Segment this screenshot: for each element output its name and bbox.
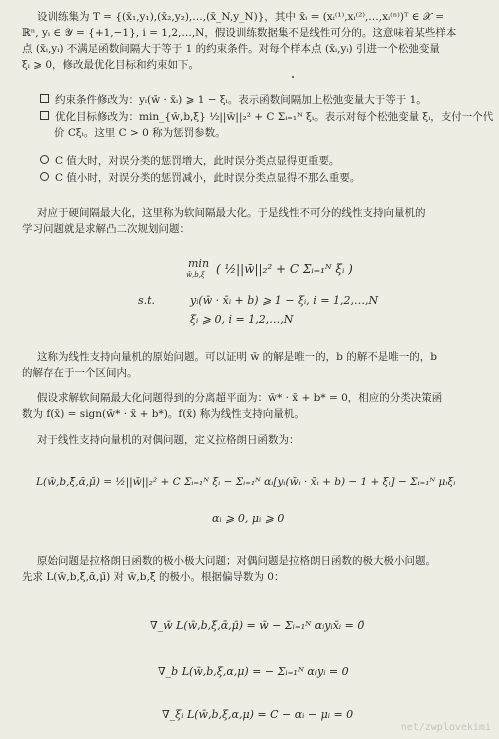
speck-mark [292, 76, 294, 78]
st-constraint-1: yᵢ(w̄ · x̄ᵢ + b) ⩾ 1 − ξᵢ, i = 1,2,…,N [190, 294, 379, 307]
gradient-w-equation: ∇_w̄ L(w̄,b,ξ̄,ᾱ,μ̄) = w̄ − Σᵢ₌₁ᴺ αᵢyᵢx̄ᵢ = 0̄ [150, 619, 365, 632]
watermark: net/zwplovekimi [400, 722, 491, 733]
soft-margin-line-2: 学习问题就是求解凸二次规划问题： [22, 223, 190, 235]
primal-line-2: 的解存在于一个区间内。 [22, 367, 138, 379]
bullet-objective: 优化目标修改为：min_{w̄,b,ξ} ½||w̄||₂² + C Σᵢ₌₁ᴺ ξᵢ。表示对每个松弛变量 ξᵢ，支付一个代 [40, 110, 493, 125]
gradient-b-equation: ∇_b L(w̄,b,ξ,α,μ) = − Σᵢ₌₁ᴺ αᵢyᵢ = 0 [158, 665, 349, 678]
st-constraint-2: ξᵢ ⩾ 0, i = 1,2,…,N [190, 313, 294, 326]
lagrangian-equation: L(w̄,b,ξ̄,ᾱ,μ̄) = ½||w̄||₂² + C Σᵢ₌₁ᴺ ξᵢ − Σᵢ₌₁ᴺ αᵢ[yᵢ(w̄ᵢ · x̄ᵢ + b) − 1 + ξᵢ] − Σᵢ₌₁ᴺ μᵢξᵢ [36, 476, 456, 488]
sub-bullet-small-c: C 值小时，对误分类的惩罚减小，此时误分类点显得不那么重要。 [40, 171, 360, 186]
opt-min-subscript: w̄,b,ξ [186, 271, 205, 279]
soft-margin-line-1: 对应于硬间隔最大化，这里称为软间隔最大化。于是线性不可分的线性支持向量机的 [37, 207, 426, 219]
dual-intro: 对于线性支持向量机的对偶问题，定义拉格朗日函数为： [37, 434, 300, 446]
intro-line-4: ξᵢ ⩾ 0，修改最优化目标和约束如下。 [22, 59, 200, 71]
bullet-objective-cont: 价 Cξᵢ。这里 C > 0 称为惩罚参数。 [54, 127, 226, 139]
hyperplane-line-2: 数为 f(x̄) = sign(w̄* · x̄ + b*)。f(x̄) 称为线性支持向量机。 [22, 408, 305, 420]
hyperplane-line-1: 假设求解软间隔最大化问题得到的分离超平面为：w̄* · x̄ + b* = 0，相应的分类决策函 [37, 392, 443, 404]
opt-objective: ( ½||w̄||₂² + C Σᵢ₌₁ᴺ ξᵢ ) [216, 262, 353, 276]
bullet-constraint: 约束条件修改为：yᵢ(w̄ · x̄ᵢ) ⩾ 1 − ξᵢ。表示函数间隔加上松弛变量大于等于 1。 [40, 93, 427, 108]
sub-bullet-large-c: C 值大时，对误分类的惩罚增大，此时误分类点显得更重要。 [40, 154, 339, 169]
intro-line-3: 点 (x̄ᵢ,yᵢ) 不满足函数间隔大于等于 1 的约束条件。对每个样本点 (x̄ᵢ,yᵢ) 引进一个松弛变量 [22, 43, 440, 55]
intro-line-1: 设训练集为 T = {(x̄₁,y₁),(x̄₂,y₂),…,(x̄_N,y_N)}，其中 x̄ᵢ = (xᵢ⁽¹⁾,xᵢ⁽²⁾,…,xᵢ⁽ⁿ⁾)ᵀ ∈ 𝒳 = [37, 11, 444, 23]
minimax-line-2: 先求 L(w̄,b,ξ̄,ᾱ,μ̄) 对 w̄,b,ξ̄ 的极小。根据偏导数为 0： [22, 571, 285, 583]
primal-line-1: 这称为线性支持向量机的原始问题。可以证明 w̄ 的解是唯一的，b 的解不是唯一的，b [37, 351, 437, 363]
st-label: s.t. [138, 294, 156, 307]
intro-line-2: ℝⁿ, yᵢ ∈ 𝒴 = {+1,−1}, i = 1,2,…,N，假设训练数据集不是线性可分的。这意味着某些样本 [22, 27, 457, 39]
lagrangian-conditions: αᵢ ⩾ 0, μᵢ ⩾ 0 [212, 512, 285, 525]
minimax-line-1: 原始问题是拉格朗日函数的极小极大问题；对偶问题是拉格朗日函数的极大极小问题。 [37, 555, 436, 567]
gradient-xi-equation: ∇_ξᵢ L(w̄,b,ξ,α,μ) = C − αᵢ − μᵢ = 0 [162, 708, 354, 721]
opt-min: min [188, 257, 210, 270]
